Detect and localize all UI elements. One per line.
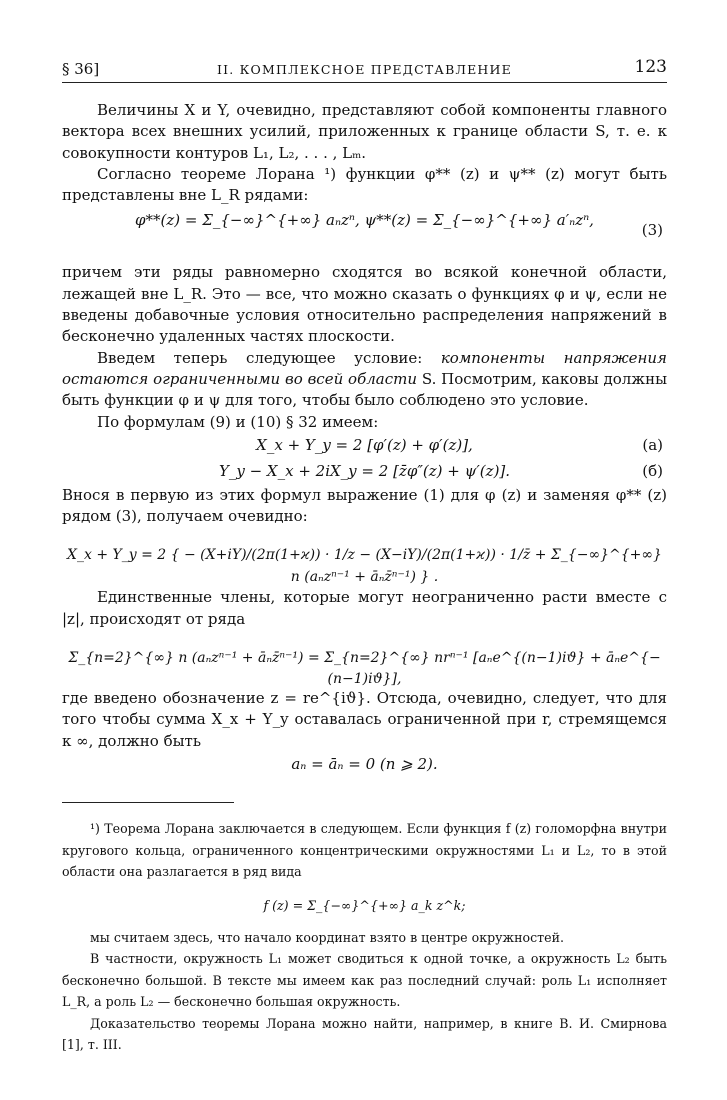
- equation-big-formula: X_x + Y_y = 2 { − (X+iY)/(2π(1+ϰ)) · 1/z − (X−iY)/(2π(1+ϰ)) · 1/z̄ + Σ_{−∞}^{+∞} n (aₙzⁿ⁻¹ + āₙz̄ⁿ⁻¹) } .: [67, 547, 662, 585]
- equation-series: [62, 630, 667, 688]
- equation-3: [62, 206, 667, 262]
- equation-3-label: (3): [641, 221, 663, 240]
- footnote-paragraph-3: В частности, окружность L₁ может сводиться к одной точке, а окружность L₂ быть бесконечно большой. В тексте мы имеем как раз последний случай: роль L₁ исполняет L_R, а роль L₂ — бесконечно большая окружность.: [62, 951, 667, 1009]
- footnote-equation: [62, 883, 667, 927]
- equation-a-label: (a): [642, 435, 663, 454]
- footnote: [62, 818, 667, 1056]
- paragraph-4-end: S. Посмотрим, каковы должны быть функции φ и ψ для того, чтобы было соблюдено это условие.: [62, 369, 668, 410]
- equation-series-formula: Σ_{n=2}^{∞} n (aₙzⁿ⁻¹ + āₙz̄ⁿ⁻¹) = Σ_{n=2}^{∞} nrⁿ⁻¹ [aₙe^{(n−1)iϑ} + āₙe^{−(n−1)iϑ}],: [68, 650, 661, 688]
- equation-a: [62, 433, 667, 459]
- footnote-rule: [62, 802, 234, 803]
- footnote-equation-formula: f (z) = Σ_{−∞}^{+∞} a_k z^k;: [263, 897, 466, 913]
- paragraph-4-start: Введем теперь следующее условие:: [97, 348, 441, 367]
- footnote-paragraph-2: мы считаем здесь, что начало координат взято в центре окружностей.: [90, 929, 564, 945]
- equation-a-formula: X_x + Y_y = 2 [φ′(z) + φ′(z)],: [256, 435, 473, 454]
- equation-b-label: (б): [642, 461, 663, 480]
- paragraph-3: причем эти ряды равномерно сходятся во всякой конечной области, лежащей вне L_R. Это — все, что можно сказать о функциях φ и ψ, если не введены добавочные условия относительно распределения напряжений в бесконечно удаленных частях плоскости.: [62, 263, 667, 346]
- paragraph-7: Единственные члены, которые могут неограниченно расти вместе с |z|, происходят от ряда: [62, 588, 667, 628]
- footnote-paragraph-4: Доказательство теоремы Лорана можно найти, например, в книге В. И. Смирнова [1], т. III.: [62, 1015, 667, 1052]
- section-ref: § 36]: [62, 60, 100, 78]
- running-title: II. КОМПЛЕКСНОЕ ПРЕДСТАВЛЕНИЕ: [217, 62, 512, 77]
- equation-final-formula: aₙ = āₙ = 0 (n ⩾ 2).: [291, 754, 438, 773]
- equation-b: [62, 459, 667, 485]
- paragraph-2: Согласно теореме Лорана ¹) функции φ** (z) и ψ** (z) могут быть представлены вне L_R рядами:: [62, 164, 667, 205]
- paragraph-1: Величины X и Y, очевидно, представляют собой компоненты главного вектора всех внешних усилий, приложенных к границе области S, т. е. к совокупности контуров L₁, L₂, . . . , Lₘ.: [62, 101, 667, 162]
- footnote-paragraph-1: ¹) Теорема Лорана заключается в следующем. Если функция f (z) голоморфна внутри кругового кольца, ограниченного концентрическими окружностями L₁ и L₂, то в этой области она разлагается в ряд вида: [62, 821, 667, 879]
- main-text: [62, 100, 667, 778]
- equation-big: [62, 527, 667, 587]
- equation-final: [62, 752, 667, 778]
- paragraph-5: По формулам (9) и (10) § 32 имеем:: [97, 412, 379, 431]
- page-number: 123: [634, 57, 667, 77]
- equation-b-formula: Y_y − X_x + 2iX_y = 2 [z̄φ″(z) + ψ′(z)].: [218, 461, 511, 480]
- paragraph-6: Внося в первую из этих формул выражение (1) для φ (z) и заменяя φ** (z) рядом (3), получаем очевидно:: [62, 485, 667, 526]
- paragraph-4-emphasis: компоненты напряжения остаются ограниченными во всей области: [62, 348, 667, 388]
- running-header: [62, 56, 667, 83]
- equation-3-formula: φ**(z) = Σ_{−∞}^{+∞} aₙzⁿ, ψ**(z) = Σ_{−∞}^{+∞} a′ₙzⁿ,: [135, 211, 594, 230]
- page: [62, 0, 667, 1100]
- paragraph-4: [62, 348, 667, 412]
- paragraph-8: где введено обозначение z = re^{iϑ}. Отсюда, очевидно, следует, что для того чтобы сумма X_x + Y_y оставалась ограниченной при r, стремящемся к ∞, должно быть: [62, 689, 667, 750]
